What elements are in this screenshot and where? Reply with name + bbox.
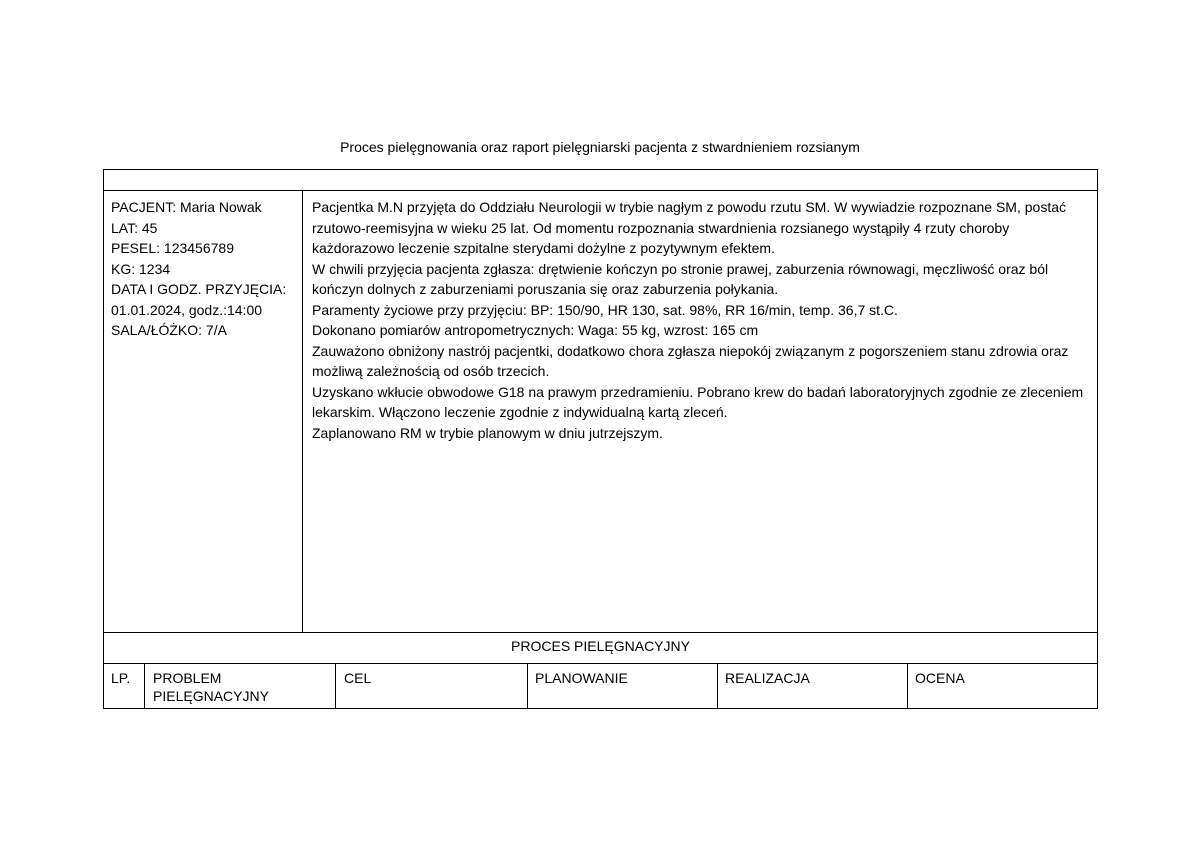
patient-kg: KG: 1234 bbox=[111, 260, 171, 277]
patient-age: LAT: 45 bbox=[111, 219, 158, 236]
col-lp: LP. bbox=[111, 670, 131, 686]
report-paragraph: Zauważono obniżony nastrój pacjentki, dodatkowo chora zgłasza niepokój związanym z pogorszeniem stanu zdrowia oraz możliwą zależnością od osób trzecich. bbox=[312, 342, 1069, 379]
report-table bbox=[103, 169, 1098, 709]
report-paragraph: Paramenty życiowe przy przyjęciu: BP: 150/90, HR 130, sat. 98%, RR 16/min, temp. 36,7 st.C. bbox=[312, 301, 898, 318]
col-problem-line2: PIELĘGNACYJNY bbox=[153, 688, 269, 704]
patient-info bbox=[111, 197, 299, 341]
admission-value: 01.01.2024, godz.:14:00 bbox=[111, 301, 263, 318]
planowanie-column-divider bbox=[717, 663, 718, 708]
patient-room: SALA/ŁÓŻKO: 7/A bbox=[111, 322, 227, 338]
col-problem bbox=[153, 669, 269, 705]
report-paragraph: W chwili przyjęcia pacjenta zgłasza: drętwienie kończyn po stronie prawej, zaburzenia równowagi, męczliwość oraz ból kończyn dolnych z zaburzeniami poruszania się oraz zaburzenia połykania. bbox=[312, 260, 1049, 297]
process-header: PROCES PIELĘGNACYJNY bbox=[511, 638, 690, 654]
admission-label: DATA I GODZ. PRZYJĘCIA: bbox=[111, 281, 287, 297]
col-problem-line1: PROBLEM bbox=[153, 670, 222, 686]
report-paragraph: Zaplanowano RM w trybie planowym w dniu jutrzejszym. bbox=[312, 424, 663, 441]
realizacja-column-divider bbox=[907, 663, 908, 708]
col-realizacja: REALIZACJA bbox=[725, 670, 810, 686]
patient-pesel: PESEL: 123456789 bbox=[111, 240, 234, 256]
document-title: Proces pielęgnowania oraz raport pielęgniarski pacjenta z stwardnieniem rozsianym bbox=[340, 139, 860, 155]
patient-name: PACJENT: Maria Nowak bbox=[111, 199, 262, 215]
top-row-divider bbox=[104, 190, 1097, 191]
report-paragraph: Pacjentka M.N przyjęta do Oddziału Neurologii w trybie nagłym z powodu rzutu SM. W wywiadzie rozpoznane SM, postać rzutowo-reemisyjna w wieku 25 lat. Od momentu rozpoznania stwardnienia rozsianego wystąpiły 4 rzuty choroby każdorazowo leczenie szpitalne sterydami dożylne z pozytywnym efektem. bbox=[312, 199, 1066, 256]
report-paragraph: Uzyskano wkłucie obwodowe G18 na prawym przedramieniu. Pobrano krew do badań laboratoryjnych zgodnie ze zleceniem lekarskim. Włączono leczenie zgodnie z indywidualną kartą zleceń. bbox=[312, 383, 1084, 420]
lp-column-divider bbox=[144, 663, 145, 708]
patient-column-divider bbox=[302, 190, 303, 633]
col-planowanie: PLANOWANIE bbox=[535, 670, 628, 686]
col-ocena: OCENA bbox=[915, 670, 965, 686]
cel-column-divider bbox=[527, 663, 528, 708]
header-row-divider bbox=[104, 663, 1097, 664]
report-paragraph: Dokonano pomiarów antropometrycznych: Waga: 55 kg, wzrost: 165 cm bbox=[312, 322, 759, 338]
section-divider bbox=[104, 632, 1097, 633]
problem-column-divider bbox=[335, 663, 336, 708]
nursing-report bbox=[312, 197, 1092, 443]
col-cel: CEL bbox=[344, 670, 372, 686]
